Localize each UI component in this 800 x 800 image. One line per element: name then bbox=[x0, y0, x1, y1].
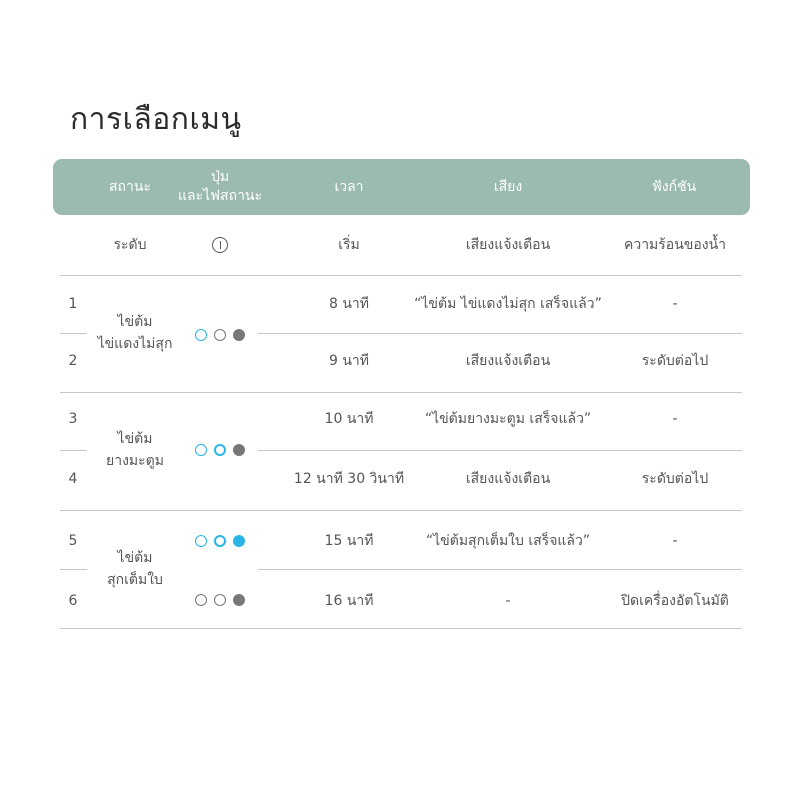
indicator-light bbox=[214, 329, 226, 341]
row-number: 4 bbox=[68, 471, 78, 487]
row-function: ระดับต่อไป bbox=[641, 353, 709, 369]
row-sound: “ไข่ต้มสุกเต็มใบ เสร็จแล้ว” bbox=[425, 533, 591, 549]
group-state-2 bbox=[106, 428, 164, 472]
row-divider bbox=[258, 450, 742, 451]
row-divider bbox=[60, 628, 742, 629]
header-time: เวลา bbox=[334, 178, 364, 195]
row-function: ระดับต่อไป bbox=[641, 471, 709, 487]
group-state-line1: ไข่ต้ม bbox=[117, 550, 153, 566]
indicator-light bbox=[195, 594, 207, 606]
row-time: 9 นาที bbox=[328, 353, 370, 369]
header-button-line1: ปุ่ม bbox=[210, 169, 230, 185]
row-function: - bbox=[672, 296, 678, 312]
row-sound: “ไข่ต้ม ไข่แดงไม่สุก เสร็จแล้ว” bbox=[414, 296, 602, 312]
level-label: ระดับ bbox=[113, 237, 147, 253]
row-number: 6 bbox=[68, 593, 78, 609]
row-divider-short bbox=[60, 569, 87, 570]
indicator-lights-row-6 bbox=[195, 594, 245, 606]
row-function: ปิดเครื่องอัตโนมัติ bbox=[621, 593, 729, 609]
row-divider bbox=[60, 275, 742, 276]
row-time: 10 นาที bbox=[324, 411, 374, 427]
indicator-light bbox=[233, 535, 245, 547]
header-sound: เสียง bbox=[493, 178, 523, 195]
level-time: เริ่ม bbox=[338, 237, 360, 253]
indicator-light bbox=[195, 444, 207, 456]
group-state-line2: สุกเต็มใบ bbox=[107, 572, 163, 588]
indicator-lights-row-5 bbox=[195, 535, 245, 547]
row-time: 16 นาที bbox=[324, 593, 374, 609]
group-state-3 bbox=[107, 547, 163, 591]
row-sound: เสียงแจ้งเตือน bbox=[465, 471, 551, 487]
row-divider bbox=[258, 333, 742, 334]
indicator-light bbox=[233, 329, 245, 341]
row-divider bbox=[258, 569, 742, 570]
header-function: ฟังก์ชัน bbox=[651, 178, 697, 195]
indicator-lights-group-1 bbox=[195, 329, 245, 341]
row-divider-short bbox=[60, 333, 87, 334]
row-divider bbox=[60, 510, 742, 511]
indicator-light bbox=[214, 594, 226, 606]
row-time: 8 นาที bbox=[328, 296, 370, 312]
indicator-light bbox=[195, 535, 207, 547]
row-number: 2 bbox=[68, 353, 78, 369]
row-divider bbox=[60, 392, 742, 393]
row-sound: เสียงแจ้งเตือน bbox=[465, 353, 551, 369]
group-state-1 bbox=[98, 311, 173, 355]
indicator-light bbox=[195, 329, 207, 341]
page-title: การเลือกเมนู bbox=[70, 102, 242, 137]
header-button-line2: และไฟสถานะ bbox=[177, 188, 263, 204]
row-sound: - bbox=[505, 593, 511, 609]
group-state-line2: ไข่แดงไม่สุก bbox=[97, 336, 173, 352]
group-state-line1: ไข่ต้ม bbox=[117, 431, 153, 447]
level-sound: เสียงแจ้งเตือน bbox=[465, 237, 551, 253]
indicator-light bbox=[233, 444, 245, 456]
group-state-line2: ยางมะตูม bbox=[106, 453, 164, 469]
row-divider-short bbox=[60, 450, 87, 451]
row-function: - bbox=[672, 411, 678, 427]
header-button-and-light bbox=[178, 159, 262, 215]
table-header bbox=[53, 159, 750, 215]
indicator-light bbox=[214, 535, 226, 547]
indicator-light bbox=[233, 594, 245, 606]
indicator-light bbox=[214, 444, 226, 456]
row-function: - bbox=[672, 533, 678, 549]
row-number: 3 bbox=[68, 411, 78, 427]
row-number: 1 bbox=[68, 296, 78, 312]
power-icon bbox=[212, 237, 228, 253]
header-state: สถานะ bbox=[109, 178, 151, 195]
row-number: 5 bbox=[68, 533, 78, 549]
indicator-lights-group-2 bbox=[195, 444, 245, 456]
row-time: 15 นาที bbox=[324, 533, 374, 549]
group-state-line1: ไข่ต้ม bbox=[117, 314, 153, 330]
row-sound: “ไข่ต้มยางมะตูม เสร็จแล้ว” bbox=[424, 411, 592, 427]
row-time: 12 นาที 30 วินาที bbox=[293, 471, 405, 487]
level-function: ความร้อนของน้ำ bbox=[623, 237, 727, 253]
